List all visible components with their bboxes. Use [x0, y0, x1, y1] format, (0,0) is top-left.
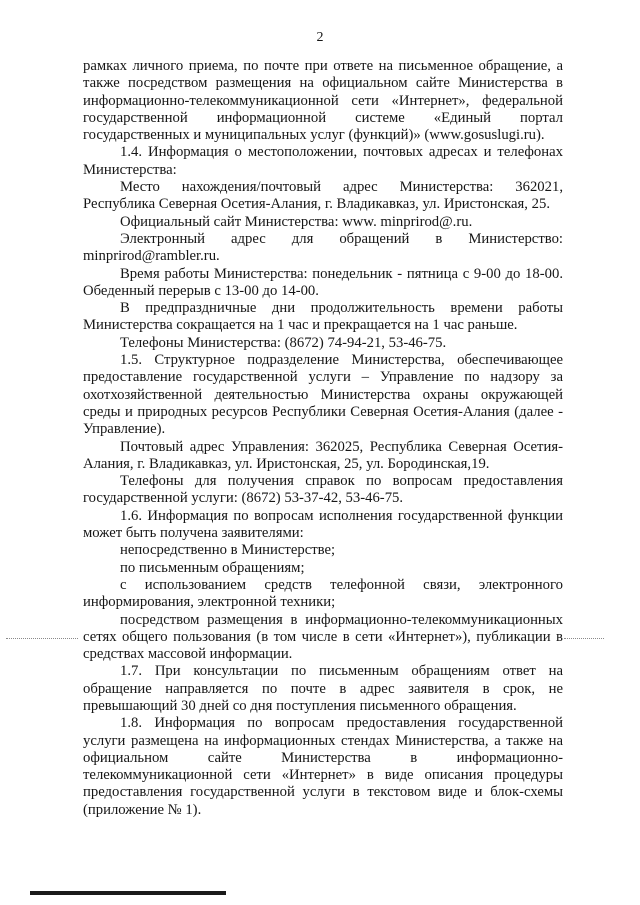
paragraph-ministry-website: Официальный сайт Министерства: www. minprirod@.ru.	[120, 213, 473, 230]
paragraph-1-4-heading: 1.4. Информация о местоположении, почтовых адресах и телефонах Министерства:	[83, 144, 563, 178]
paragraph-1-5-department: 1.5. Структурное подразделение Министерства, обеспечивающее предоставление государственной услуги – Управление по надзору за охотхозяйственной деятельностью Министерства охраны окружающей среды и природных ресурсов Республики Северная Осетия-Алания (далее - Управление).	[83, 352, 563, 438]
paragraph-1-6-info: 1.6. Информация по вопросам исполнения государственной функции может быть получена заявителями:	[83, 507, 563, 542]
list-item-internet: посредством размещения в информационно-телекоммуникационных сетях общего пользования (в том числе в сети «Интернет»), публикации в средствах массовой информации.	[83, 611, 563, 663]
paragraph-ministry-phones: Телефоны Министерства: (8672) 74-94-21, 53-46-75.	[120, 334, 447, 351]
paragraph-intro-continuation: рамках личного приема, по почте при ответе на письменное обращение, а также посредством размещения на официальном сайте Министерства в информационно-телекоммуникационной сети «Интернет», федеральной государственной информационной системе «Единый портал государственных и муниципальных услуг (функций)» (www.gosuslugi.ru).	[83, 58, 563, 144]
paragraph-1-8-info-stands: 1.8. Информация по вопросам предоставления государственной услуги размещена на информационных стендах Министерства, а также на официальном сайте Министерства в информационно-телекоммуникационной сети «Интернет» в виде описания процедуры предоставления государственной услуги в текстовом виде и блок-схемы (приложение № 1).	[83, 715, 563, 818]
list-item-in-ministry: непосредственно в Министерстве;	[120, 542, 336, 559]
scan-artifact-right	[564, 638, 604, 639]
paragraph-working-hours: Время работы Министерства: понедельник - пятница с 9-00 до 18-00. Обеденный перерыв с 13-00 до 14-00.	[83, 265, 563, 299]
document-body	[83, 58, 563, 819]
paragraph-ministry-email: Электронный адрес для обращений в Министерство: minprirod@rambler.ru.	[83, 230, 563, 265]
list-item-telephone: с использованием средств телефонной связи, электронного информирования, электронной техники;	[83, 576, 563, 611]
paragraph-department-address: Почтовый адрес Управления: 362025, Республика Северная Осетия-Алания, г. Владикавказ, ул. Иристонская, 25, ул. Бородинская,19.	[83, 438, 563, 472]
page-number: 2	[316, 30, 324, 45]
paragraph-ministry-address: Место нахождения/почтовый адрес Министерства: 362021, Республика Северная Осетия-Алания, г. Владикавказ, ул. Иристонская, 25.	[83, 179, 563, 213]
paragraph-department-phones: Телефоны для получения справок по вопросам предоставления государственной услуги: (8672) 53-37-42, 53-46-75.	[83, 473, 563, 507]
list-item-written-requests: по письменным обращениям;	[120, 559, 305, 576]
paragraph-1-7-consultation: 1.7. При консультации по письменным обращениям ответ на обращение направляется по почте в адрес заявителя в срок, не превышающий 30 дней со дня поступления письменного обращения.	[83, 663, 563, 714]
paragraph-holiday-hours: В предпраздничные дни продолжительность времени работы Министерства сокращается на 1 час и прекращается на 1 час раньше.	[83, 300, 563, 334]
scan-artifact-left	[6, 638, 78, 639]
scan-bottom-bar	[30, 891, 226, 895]
